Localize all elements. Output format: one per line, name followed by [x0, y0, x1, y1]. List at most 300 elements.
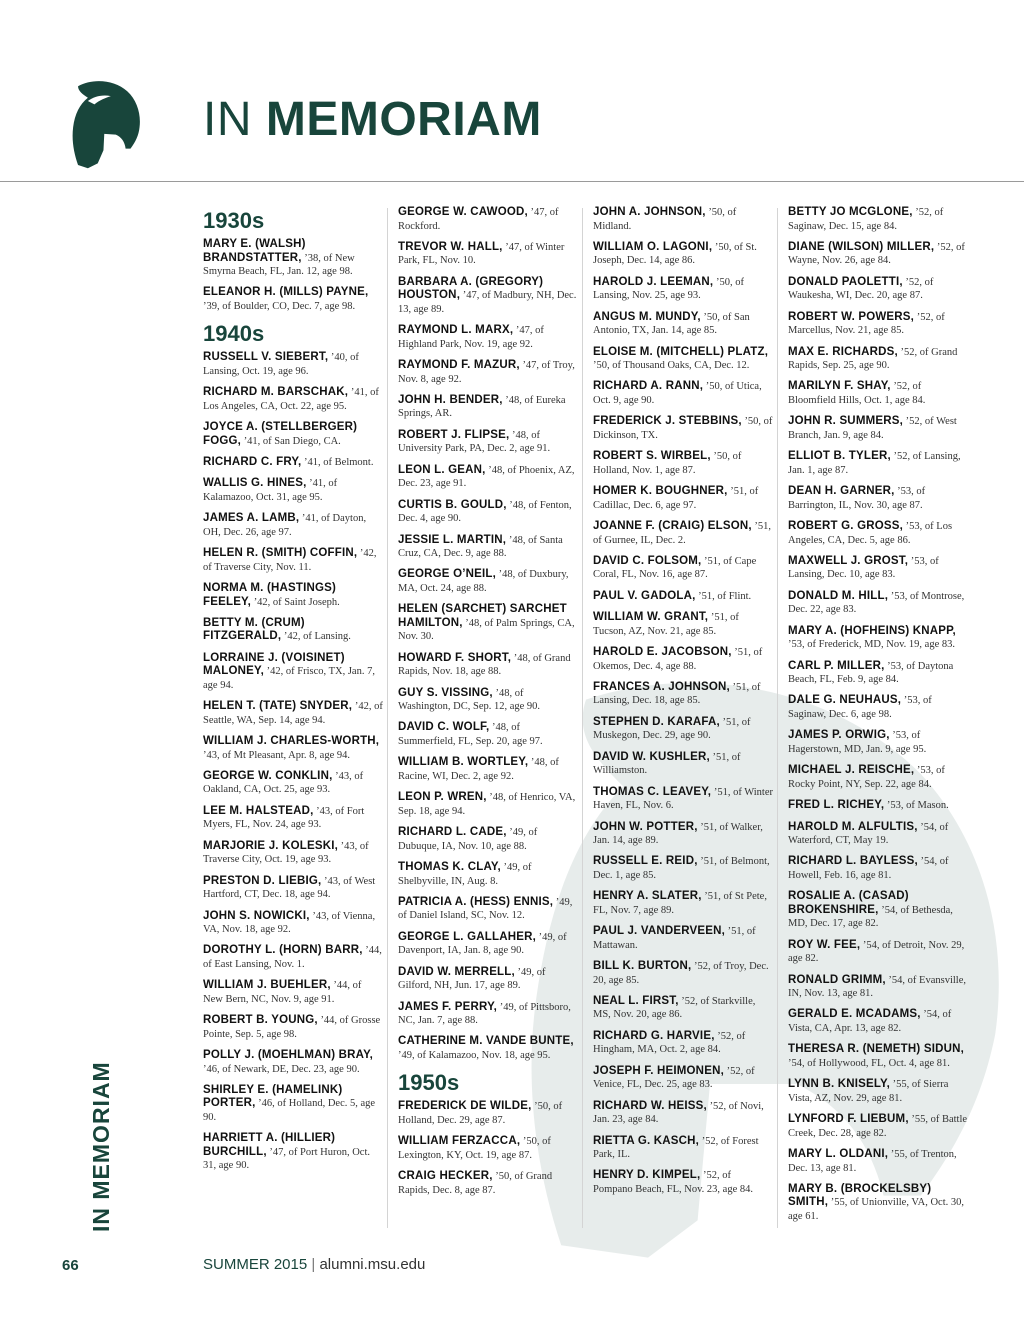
entry-name: RUSSELL E. REID, [593, 855, 698, 868]
memoriam-column-4 [788, 206, 968, 1231]
entry-details: ’51, of Muskegon, Dec. 29, age 90. [593, 716, 751, 742]
entry-name: NEAL L. FIRST, [593, 994, 679, 1007]
entry-name: GEORGE L. GALLAHER, [398, 930, 536, 943]
entry-name: MICHAEL J. REISCHE, [788, 764, 915, 777]
entry-details: ’50, of Grand Rapids, Dec. 8, age 87. [398, 1171, 553, 1196]
memoriam-entry [788, 241, 968, 268]
entry-name: WILLIAM B. WORTLEY, [398, 756, 529, 769]
entry-name: JOHN H. BENDER, [398, 393, 503, 406]
memoriam-entry [398, 721, 578, 748]
memoriam-entry [593, 276, 773, 303]
entry-details: ’55, of Sierra Vista, AZ, Nov. 29, age 81. [788, 1079, 949, 1104]
column-divider [387, 208, 388, 1228]
entry-name: FRED L. RICHEY, [788, 799, 885, 812]
decade-heading: 1930s [203, 208, 265, 233]
entry-name: CATHERINE M. VANDE BUNTE, [398, 1035, 574, 1048]
entry-details: ’52, of Lansing, Jan. 1, age 87. [788, 451, 961, 476]
entry-name: ROBERT B. YOUNG, [203, 1014, 318, 1027]
memoriam-entry [593, 380, 773, 407]
entry-name: HAROLD E. JACOBSON, [593, 646, 732, 659]
entry-details: ’51, of Winter Haven, FL, Nov. 6. [593, 786, 773, 812]
entry-details: ’48, of Henrico, VA, Sep. 18, age 94. [398, 792, 576, 817]
memoriam-entry [593, 925, 773, 952]
entry-name: BARBARA A. (GREGORY) HOUSTON, [398, 275, 544, 302]
memoriam-entry [788, 855, 968, 882]
entry-name: HENRY D. KIMPEL, [593, 1169, 701, 1182]
entry-details: ’50, of Lansing, Nov. 25, age 93. [593, 276, 744, 302]
entry-name: WILLIAM W. GRANT, [593, 611, 709, 624]
memoriam-entry [788, 1148, 968, 1175]
entry-details: ’52, of West Branch, Jan. 9, age 84. [788, 416, 957, 441]
entry-details: ’51, of Gurnee, IL, Dec. 2. [593, 521, 772, 546]
entry-details: ’52, of Novi, Jan. 23, age 84. [593, 1100, 764, 1126]
entry-details: ’54, of Detroit, Nov. 29, age 82. [788, 939, 965, 965]
memoriam-entry [788, 1183, 968, 1224]
entry-details: ’51, of Belmont, Dec. 1, age 85. [593, 856, 770, 881]
entry-details: ’49, of Daniel Island, SC, Nov. 12. [398, 896, 573, 922]
entry-details: ’47, of Winter Park, FL, Nov. 10. [398, 241, 565, 267]
memoriam-entry [203, 582, 383, 609]
entry-name: WALLIS G. HINES, [203, 477, 307, 490]
entry-details: ’43, of Oakland, CA, Oct. 25, age 93. [203, 770, 364, 796]
entry-name: MARJORIE J. KOLESKI, [203, 839, 338, 852]
memoriam-entry [788, 974, 968, 1001]
entry-details: ’50, of Dickinson, TX. [593, 416, 773, 441]
entry-name: JOHN S. NOWICKI, [203, 909, 310, 922]
memoriam-entry [203, 735, 383, 762]
memoriam-entry [398, 394, 578, 421]
memoriam-entry [398, 429, 578, 456]
entry-details: ’52, of Troy, Dec. 20, age 85. [593, 961, 769, 986]
memoriam-entry [398, 276, 578, 317]
entry-details: ’51, of Flint. [695, 590, 752, 602]
entry-name: BILL K. BURTON, [593, 960, 692, 973]
entry-details: ’41, of Kalamazoo, Oct. 31, age 95. [203, 478, 338, 503]
memoriam-entry [398, 896, 578, 923]
decade-heading: 1940s [203, 321, 265, 347]
memoriam-entry [593, 855, 773, 882]
memoriam-entry [203, 617, 383, 644]
entry-details: ’49, of Davenport, IA, Jan. 8, age 90. [398, 931, 567, 957]
entry-name: JOSEPH F. HEIMONEN, [593, 1064, 724, 1077]
entry-details: ’44, of East Lansing, Nov. 1. [203, 945, 382, 970]
entry-name: WILLIAM FERZACCA, [398, 1135, 521, 1148]
memoriam-entry [203, 652, 383, 693]
memoriam-entry [203, 421, 383, 448]
memoriam-entry [788, 1008, 968, 1035]
page-number: 66 [62, 1257, 79, 1274]
footer-url[interactable]: alumni.msu.edu [319, 1256, 426, 1273]
memoriam-entry [398, 324, 578, 351]
entry-details: ’48, of Fenton, Dec. 4, age 90. [398, 499, 572, 525]
memoriam-entry [593, 450, 773, 477]
memoriam-entry [398, 206, 578, 233]
entry-details: ’53, of Rocky Point, NY, Sep. 22, age 84. [788, 765, 945, 790]
entry-name: BETTY JO MCGLONE, [788, 206, 913, 218]
entry-details: ’44, of Grosse Pointe, Sep. 5, age 98. [203, 1015, 381, 1040]
spartan-helmet-icon [60, 78, 142, 170]
memoriam-entry [788, 821, 968, 848]
entry-name: FRANCES A. JOHNSON, [593, 680, 730, 693]
memoriam-entry [203, 700, 383, 727]
entry-details: ’43, of West Hartford, CT, Dec. 18, age 94. [203, 875, 376, 901]
entry-name: GEORGE W. CONKLIN, [203, 769, 333, 782]
entry-details: ’50, of Lexington, KY, Oct. 19, age 87. [398, 1136, 551, 1161]
entry-name: POLLY J. (MOEHLMAN) BRAY, [203, 1049, 374, 1062]
entry-details: ’51, of Walker, Jan. 14, age 89. [593, 821, 763, 847]
memoriam-entry [593, 646, 773, 673]
entry-name: GERALD E. MCADAMS, [788, 1008, 921, 1021]
memoriam-entry [593, 751, 773, 778]
memoriam-entry [398, 756, 578, 783]
memoriam-entry [788, 311, 968, 338]
entry-name: HOMER K. BOUGHNER, [593, 485, 728, 498]
entry-details: ’47, of Rockford. [398, 207, 559, 232]
memoriam-entry [398, 861, 578, 888]
entry-details: ’51, of Mattawan. [593, 926, 756, 951]
entry-details: ’49, of Gilford, NH, Jun. 17, age 89. [398, 966, 546, 992]
memoriam-entry [203, 238, 383, 279]
memoriam-entry [398, 931, 578, 958]
entry-name: ELLIOT B. TYLER, [788, 450, 891, 463]
memoriam-entry [788, 1113, 968, 1140]
entry-name: LYNN B. KNISELY, [788, 1078, 891, 1091]
entry-details: ’48, of Duxbury, MA, Oct. 24, age 88. [398, 569, 569, 594]
entry-name: RICHARD L. CADE, [398, 826, 507, 839]
memoriam-entry [203, 1132, 383, 1173]
entry-details: ’49, of Dubuque, IA, Nov. 10, age 88. [398, 827, 538, 852]
memoriam-entry [788, 380, 968, 407]
entry-name: CRAIG HECKER, [398, 1170, 493, 1183]
memoriam-entry [203, 805, 383, 832]
memoriam-entry [203, 512, 383, 539]
memoriam-entry [593, 786, 773, 813]
entry-name: DALE G. NEUHAUS, [788, 694, 902, 707]
entry-name: FREDERICK DE WILDE, [398, 1100, 532, 1113]
entry-name: JOHN R. SUMMERS, [788, 415, 904, 428]
entry-name: PAUL V. GADOLA, [593, 589, 696, 602]
memoriam-entry [203, 910, 383, 937]
entry-details: ’52, of Hingham, MA, Oct. 2, age 84. [593, 1030, 746, 1056]
entry-details: ’50, of St. Joseph, Dec. 14, age 86. [593, 241, 757, 267]
entry-name: RICHARD G. HARVIE, [593, 1029, 715, 1042]
entry-name: ROBERT S. WIRBEL, [593, 450, 711, 463]
entry-name: MARY B. (BROCKELSBY) SMITH, [788, 1182, 932, 1209]
entry-details: ’42, of Saint Joseph. [251, 596, 340, 608]
entry-details: ’48, of Racine, WI, Dec. 2, age 92. [398, 757, 559, 782]
memoriam-entry [788, 346, 968, 373]
memoriam-entry [593, 960, 773, 987]
entry-name: TREVOR W. HALL, [398, 240, 503, 253]
entry-name: WILLIAM J. CHARLES-WORTH, [203, 735, 380, 748]
entry-details: ’52, of Starkville, MS, Nov. 20, age 86. [593, 995, 756, 1021]
entry-details: ’48, of University Park, PA, Dec. 2, age 91. [398, 429, 551, 455]
entry-details: ’41, of San Diego, CA. [241, 435, 341, 447]
entry-name: JAMES P. ORWIG, [788, 729, 890, 742]
entry-details: ’54, of Hollywood, FL, Oct. 4, age 81. [788, 1057, 950, 1069]
memoriam-entry [593, 1100, 773, 1127]
memoriam-entry [788, 276, 968, 303]
entry-name: LYNFORD F. LIEBUM, [788, 1113, 909, 1126]
entry-name: ELOISE M. (MITCHELL) PLATZ, [593, 345, 769, 358]
entry-name: MARILYN F. SHAY, [788, 380, 891, 393]
entry-name: ROY W. FEE, [788, 938, 861, 951]
entry-name: GEORGE O’NEIL, [398, 568, 497, 581]
entry-name: PATRICIA A. (HESS) ENNIS, [398, 895, 554, 908]
entry-name: WILLIAM J. BUEHLER, [203, 979, 331, 992]
memoriam-entry [593, 890, 773, 917]
memoriam-entry [398, 464, 578, 491]
entry-details: ’52, of Saginaw, Dec. 15, age 84. [788, 207, 944, 232]
memoriam-entry [398, 603, 578, 644]
page-title-light: IN [203, 93, 266, 146]
entry-details: ’54, of Howell, Feb. 16, age 81. [788, 856, 949, 881]
entry-name: JESSIE L. MARTIN, [398, 533, 507, 546]
entry-details: ’53, of Montrose, Dec. 22, age 83. [788, 590, 965, 616]
entry-details: ’43, of Vienna, VA, Nov. 18, age 92. [203, 910, 376, 936]
memoriam-entry [788, 939, 968, 966]
memoriam-entry [593, 1065, 773, 1092]
entry-details: ’52, of Wayne, Nov. 26, age 84. [788, 241, 965, 267]
memoriam-entry [788, 520, 968, 547]
entry-details: ’53, of Lansing, Dec. 10, age 83. [788, 555, 939, 581]
entry-name: STEPHEN D. KARAFA, [593, 715, 720, 728]
memoriam-entry [203, 547, 383, 574]
entry-details: ’48, of Santa Cruz, CA, Dec. 9, age 88. [398, 534, 563, 560]
entry-details: ’51, of Okemos, Dec. 4, age 88. [593, 647, 763, 672]
entry-name: RICHARD M. BARSCHAK, [203, 386, 349, 399]
entry-name: FREDERICK J. STEBBINS, [593, 415, 742, 428]
entry-details: ’48, of Eureka Springs, AR. [398, 394, 566, 420]
memoriam-entry [788, 450, 968, 477]
entry-name: DAVID W. MERRELL, [398, 965, 515, 978]
memoriam-entry [593, 520, 773, 547]
entry-details: ’53, of Daytona Beach, FL, Feb. 9, age 84. [788, 660, 954, 686]
memoriam-column-3 [593, 206, 773, 1204]
entry-details: ’48, of Washington, DC, Sep. 12, age 90. [398, 687, 541, 713]
memoriam-entry [593, 1169, 773, 1196]
entry-name: HOWARD F. SHORT, [398, 651, 512, 664]
entry-name: JOHN W. POTTER, [593, 820, 698, 833]
memoriam-entry [398, 1170, 578, 1197]
memoriam-entry [203, 840, 383, 867]
entry-details: ’54, of Vista, CA, Apr. 13, age 82. [788, 1009, 952, 1034]
entry-name: PRESTON D. LIEBIG, [203, 874, 322, 887]
entry-details: ’42, of Frisco, TX, Jan. 7, age 94. [203, 666, 375, 691]
memoriam-entry [398, 652, 578, 679]
memoriam-entry [788, 206, 968, 233]
memoriam-entry [593, 241, 773, 268]
entry-details: ’50, of Utica, Oct. 9, age 90. [593, 381, 762, 406]
memoriam-entry [788, 625, 968, 652]
entry-details: ’47, of Highland Park, Nov. 19, age 92. [398, 325, 544, 350]
memoriam-entry [203, 386, 383, 413]
entry-details: ’53, of Los Angeles, CA, Dec. 5, age 86. [788, 521, 953, 546]
entry-name: MARY E. (WALSH) BRANDSTATTER, [203, 238, 306, 264]
memoriam-entry [203, 286, 383, 313]
memoriam-entry [203, 1084, 383, 1125]
entry-name: ROBERT W. POWERS, [788, 310, 915, 323]
entry-details: ’52, of Marcellus, Nov. 21, age 85. [788, 311, 945, 337]
column-divider [777, 208, 778, 1228]
memoriam-entry [398, 826, 578, 853]
entry-details: ’41, of Belmont. [301, 456, 374, 468]
entry-name: CURTIS B. GOULD, [398, 498, 507, 511]
page-title [203, 92, 542, 148]
entry-name: DOROTHY L. (HORN) BARR, [203, 944, 363, 957]
entry-details: ’54, of Bethesda, MD, Dec. 17, age 82. [788, 904, 953, 930]
entry-name: DONALD M. HILL, [788, 589, 889, 602]
memoriam-entry [593, 206, 773, 233]
memoriam-entry [593, 415, 773, 442]
entry-name: THOMAS K. CLAY, [398, 861, 501, 874]
memoriam-entry [593, 681, 773, 708]
memoriam-entry [788, 694, 968, 721]
memoriam-entry [788, 890, 968, 931]
memoriam-entry [398, 791, 578, 818]
entry-details: ’47, of Troy, Nov. 8, age 92. [398, 360, 575, 385]
memoriam-entry [398, 534, 578, 561]
memoriam-entry [593, 311, 773, 338]
entry-details: ’50, of Holland, Dec. 29, age 87. [398, 1101, 563, 1126]
entry-name: MAXWELL J. GROST, [788, 554, 909, 567]
memoriam-entry [593, 716, 773, 743]
entry-details: ’53, of Frederick, MD, Nov. 19, age 83. [788, 639, 955, 651]
entry-details: ’39, of Boulder, CO, Dec. 7, age 98. [203, 300, 356, 312]
memoriam-entry [203, 351, 383, 378]
memoriam-entry [788, 415, 968, 442]
entry-details: ’51, of Cadillac, Dec. 6, age 97. [593, 486, 759, 511]
memoriam-entry [398, 1100, 578, 1127]
entry-name: GUY S. VISSING, [398, 686, 493, 699]
entry-details: ’43, of Traverse City, Oct. 19, age 93. [203, 840, 369, 866]
memoriam-entry [593, 346, 773, 373]
memoriam-entry [788, 555, 968, 582]
entry-name: HAROLD J. LEEMAN, [593, 275, 714, 288]
entry-name: DEAN H. GARNER, [788, 485, 895, 498]
entry-details: ’54, of Evansville, IN, Nov. 13, age 81. [788, 974, 966, 1000]
entry-details: ’53, of Barrington, IL, Nov. 30, age 87. [788, 486, 926, 511]
entry-name: RAYMOND L. MARX, [398, 324, 514, 337]
memoriam-entry [203, 477, 383, 504]
entry-details: ’44, of New Bern, NC, Nov. 9, age 91. [203, 980, 362, 1005]
entry-details: ’52, of Venice, FL, Dec. 25, age 83. [593, 1065, 755, 1091]
memoriam-entry [593, 1030, 773, 1057]
memoriam-entry [593, 485, 773, 512]
entry-details: ’41, of Los Angeles, CA, Oct. 22, age 95. [203, 387, 379, 412]
side-section-label: IN MEMORIAM [88, 1061, 114, 1232]
entry-details: ’38, of New Smyrna Beach, FL, Jan. 12, age 98. [203, 252, 355, 277]
entry-name: RIETTA G. KASCH, [593, 1134, 700, 1147]
memoriam-entry [593, 590, 773, 604]
memoriam-entry [203, 770, 383, 797]
entry-name: DAVID W. KUSHLER, [593, 750, 710, 763]
memoriam-entry [398, 1035, 578, 1062]
entry-details: ’50, of Thousand Oaks, CA, Dec. 12. [593, 360, 750, 372]
entry-name: HENRY A. SLATER, [593, 890, 702, 903]
decade-heading: 1950s [398, 1070, 460, 1096]
entry-details: ’52, of Waukesha, WI, Dec. 20, age 87. [788, 276, 934, 302]
entry-details: ’49, of Shelbyville, IN, Aug. 8. [398, 862, 532, 887]
entry-details: ’51, of St Pete, FL, Nov. 7, age 89. [593, 891, 767, 916]
entry-name: HAROLD M. ALFULTIS, [788, 820, 918, 833]
entry-name: DAVID C. WOLF, [398, 721, 490, 734]
memoriam-entry [203, 456, 383, 470]
entry-details: ’50, of San Antonio, TX, Jan. 14, age 85. [593, 311, 750, 337]
entry-name: RICHARD A. RANN, [593, 380, 704, 393]
entry-details: ’46, of Holland, Dec. 5, age 90. [203, 1098, 376, 1123]
entry-details: ’48, of Summerfield, FL, Sep. 20, age 97. [398, 722, 543, 747]
memoriam-entry [788, 764, 968, 791]
memoriam-entry [398, 568, 578, 595]
entry-name: RUSSELL V. SIEBERT, [203, 351, 329, 364]
entry-details: ’47, of Port Huron, Oct. 31, age 90. [203, 1146, 371, 1172]
entry-details: ’53, of Hagerstown, MD, Jan. 9, age 95. [788, 730, 927, 755]
entry-details: ’51, of Williamston. [593, 751, 741, 777]
memoriam-entry [203, 979, 383, 1006]
entry-name: PAUL J. VANDERVEEN, [593, 925, 726, 938]
entry-name: RONALD GRIMM, [788, 973, 886, 986]
entry-details: ’52, of Pompano Beach, FL, Nov. 23, age 84. [593, 1170, 754, 1195]
memoriam-column-2 [398, 206, 578, 1205]
entry-details: ’49, of Pittsboro, NC, Jan. 7, age 88. [398, 1001, 571, 1027]
entry-details: ’42, of Seattle, WA, Sep. 14, age 94. [203, 701, 383, 726]
entry-name: GEORGE W. CAWOOD, [398, 206, 528, 218]
entry-name: MAX E. RICHARDS, [788, 345, 898, 358]
memoriam-entry [788, 799, 968, 813]
entry-name: RICHARD C. FRY, [203, 455, 302, 468]
entry-name: THERESA R. (NEMETH) SIDUN, [788, 1043, 964, 1056]
entry-details: ’51, of Lansing, Dec. 18, age 85. [593, 681, 761, 707]
memoriam-entry [398, 1135, 578, 1162]
memoriam-column-1 [203, 206, 383, 1181]
entry-details: ’52, of Bloomfield Hills, Oct. 1, age 84. [788, 381, 926, 406]
memoriam-entry [203, 944, 383, 971]
entry-name: LEE M. HALSTEAD, [203, 804, 314, 817]
memoriam-entry [788, 485, 968, 512]
entry-name: RAYMOND F. MAZUR, [398, 359, 520, 372]
memoriam-entry [203, 1014, 383, 1041]
entry-name: LEON L. GEAN, [398, 463, 486, 476]
entry-name: DONALD PAOLETTI, [788, 275, 903, 288]
entry-name: DAVID C. FOLSOM, [593, 554, 702, 567]
column-divider [582, 208, 583, 1228]
memoriam-entry [398, 687, 578, 714]
entry-name: JOHN A. JOHNSON, [593, 206, 706, 218]
entry-details: ’42, of Lansing. [281, 631, 351, 643]
entry-details: ’43, of Mt Pleasant, Apr. 8, age 94. [203, 749, 350, 761]
entry-name: BETTY M. (CRUM) FITZGERALD, [203, 616, 305, 643]
entry-name: ROSALIE A. (CASAD) BROKENSHIRE, [788, 890, 909, 916]
memoriam-entry [788, 1078, 968, 1105]
entry-name: SHIRLEY E. (HAMELINK) PORTER, [203, 1083, 343, 1110]
entry-details: ’42, of Traverse City, Nov. 11. [203, 548, 377, 573]
entry-details: ’53, of Mason. [884, 800, 949, 812]
entry-name: CARL P. MILLER, [788, 659, 885, 672]
entry-details: ’46, of Newark, DE, Dec. 23, age 90. [203, 1063, 360, 1075]
entry-name: ELEANOR H. (MILLS) PAYNE, [203, 286, 369, 299]
memoriam-entry [398, 499, 578, 526]
entry-name: DIANE (WILSON) MILLER, [788, 240, 935, 253]
footer-separator: | [311, 1256, 316, 1273]
memoriam-entry [788, 1043, 968, 1070]
entry-name: ROBERT J. FLIPSE, [398, 428, 510, 441]
entry-name: LORRAINE J. (VOISINET) MALONEY, [203, 651, 345, 678]
entry-name: THOMAS C. LEAVEY, [593, 785, 712, 798]
entry-details: ’50, of Holland, Nov. 1, age 87. [593, 451, 742, 476]
memoriam-entry [203, 1049, 383, 1076]
footer [203, 1256, 425, 1273]
